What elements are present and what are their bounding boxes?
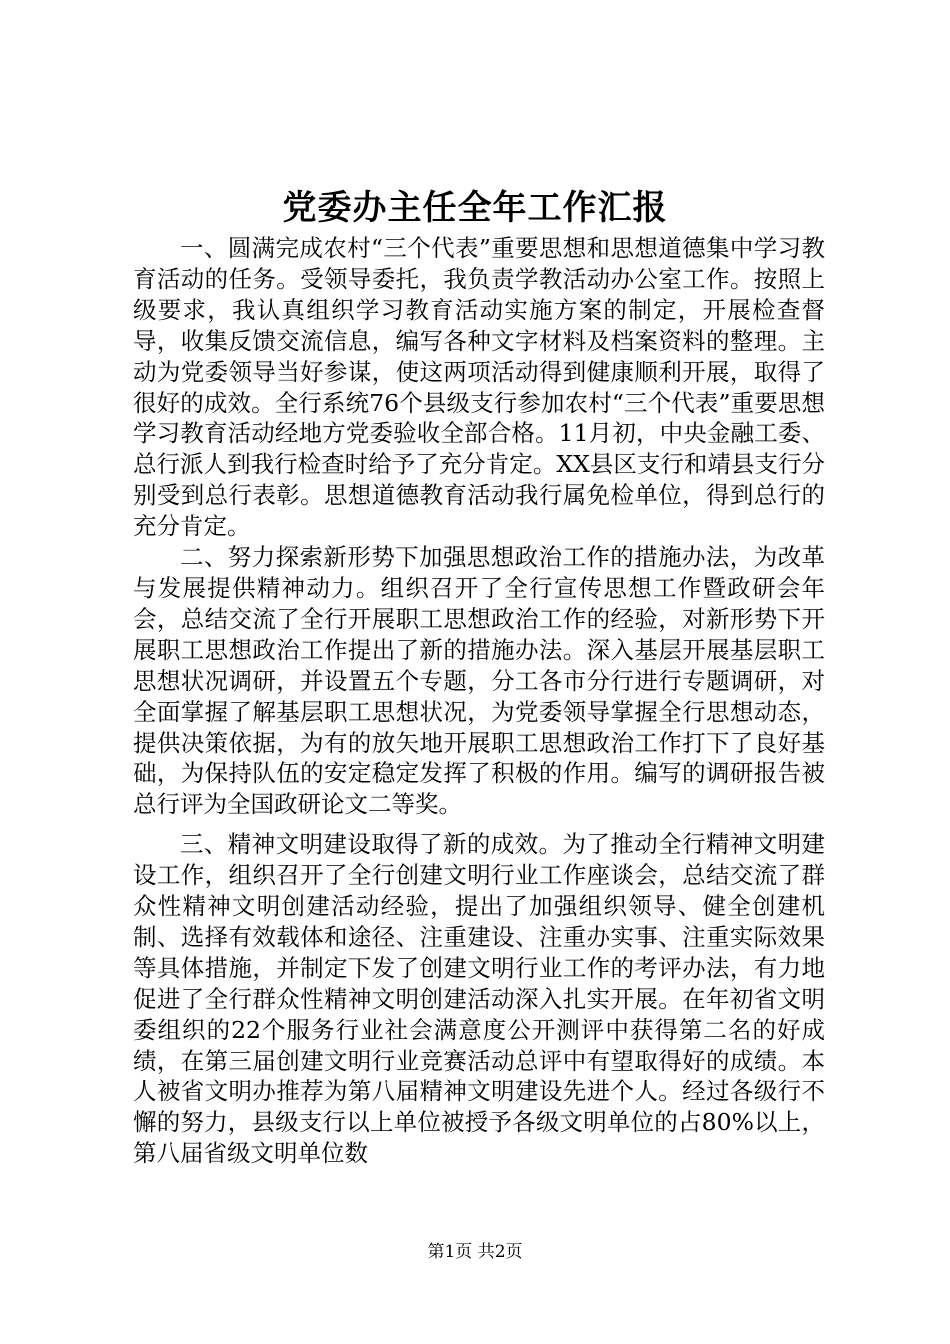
page-footer: 第1页 共2页 (427, 1242, 523, 1262)
document-body (133, 233, 825, 1169)
paragraph-1: 一、圆满完成农村“三个代表”重要思想和思想道德集中学习教育活动的任务。受领导委托，我负责学教活动办公室工作。按照上级要求，我认真组织学习教育活动实施方案的制定，开展检查督导，收集反馈交流信息，编写各种文字材料及档案资料的整理。主动为党委领导当好参谋，使这两项活动得到健康顺利开展，取得了很好的成效。全行系统76个县级支行参加农村“三个代表”重要思想学习教育活动经地方党委验收全部合格。11月初，中央金融工委、总行派人到我行检查时给予了充分肯定。XX县区支行和靖县支行分别受到总行表彰。思想道德教育活动我行属免检单位，得到总行的充分肯定。 (133, 234, 825, 541)
paragraph-3: 三、精神文明建设取得了新的成效。为了推动全行精神文明建设工作，组织召开了全行创建文明行业工作座谈会，总结交流了群众性精神文明创建活动经验，提出了加强组织领导、健全创建机制、选择有效载体和途径、注重建设、注重办实事、注重实际效果等具体措施，并制定下发了创建文明行业工作的考评办法，有力地促进了全行群众性精神文明创建活动深入扎实开展。在年初省文明委组织的22个服务行业社会满意度公开测评中获得第二名的好成绩，在第三届创建文明行业竞赛活动总评中有望取得好的成绩。本人被省文明办推荐为第八届精神文明建设先进个人。经过各级行不懈的努力，县级支行以上单位被授予各级文明单位的占80%以上，第八届省级文明单位数 (133, 830, 825, 1168)
paragraph-2: 二、努力探索新形势下加强思想政治工作的措施办法，为改革与发展提供精神动力。组织召开了全行宣传思想工作暨政研会年会，总结交流了全行开展职工思想政治工作的经验，对新形势下开展职工思想政治工作提出了新的措施办法。深入基层开展基层职工思想状况调研，并设置五个专题，分工各市分行进行专题调研，对全面掌握了解基层职工思想状况，为党委领导掌握全行思想动态，提供决策依据，为有的放矢地开展职工思想政治工作打下了良好基础，为保持队伍的安定稳定发挥了积极的作用。编写的调研报告被总行评为全国政研论文二等奖。 (133, 543, 825, 819)
document-title: 党委办主任全年工作汇报 (282, 188, 668, 228)
